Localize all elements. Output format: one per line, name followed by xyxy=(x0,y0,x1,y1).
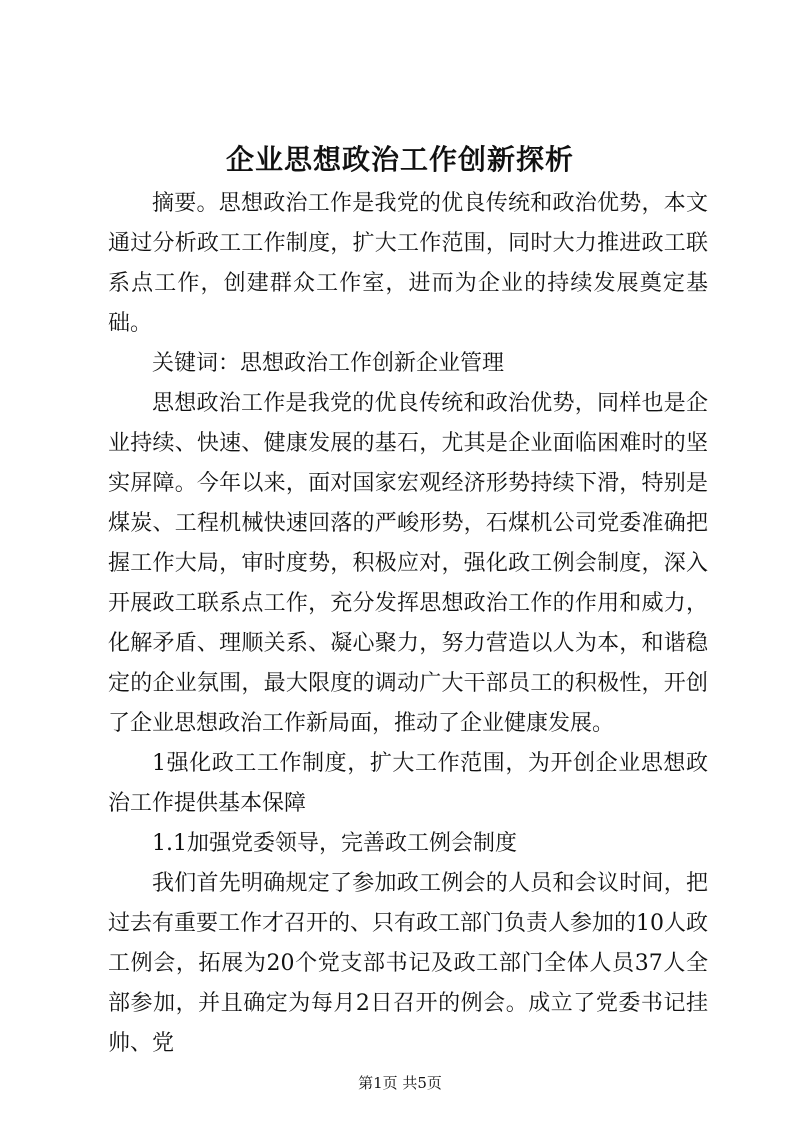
abstract-paragraph: 摘要。思想政治工作是我党的优良传统和政治优势，本文通过分析政工工作制度，扩大工作范围，同时大力推进政工联系点工作，创建群众工作室，进而为企业的持续发展奠定基础。 xyxy=(108,191,708,336)
page-footer: 第1页 共5页 xyxy=(358,1074,442,1092)
intro-paragraph: 思想政治工作是我党的优良传统和政治优势，同样也是企业持续、快速、健康发展的基石，尤其是企业面临困难时的坚实屏障。今年以来，面对国家宏观经济形势持续下滑，特别是煤炭、工程机械快速回落的严峻形势，石煤机公司党委准确把握工作大局，审时度势，积极应对，强化政工例会制度，深入开展政工联系点工作，充分发挥思想政治工作的作用和威力，化解矛盾、理顺关系、凝心聚力，努力营造以人为本，和谐稳定的企业氛围，最大限度的调动广大干部员工的积极性，开创了企业思想政治工作新局面，推动了企业健康发展。 xyxy=(108,391,708,736)
document-body xyxy=(108,184,708,1064)
section-heading-1: 1强化政工工作制度，扩大工作范围，为开创企业思想政治工作提供基本保障 xyxy=(108,751,708,816)
document-title: 企业思想政治工作创新探析 xyxy=(225,143,574,176)
keywords-paragraph: 关键词：思想政治工作创新企业管理 xyxy=(152,351,505,376)
body-paragraph: 我们首先明确规定了参加政工例会的人员和会议时间，把过去有重要工作才召开的、只有政工部门负责人参加的10人政工例会，拓展为20个党支部书记及政工部门全体人员37人全部参加，并且确定为每月2日召开的例会。成立了党委书记挂帅、党 xyxy=(108,871,708,1056)
subsection-heading-1-1: 1.1加强党委领导，完善政工例会制度 xyxy=(152,831,517,856)
